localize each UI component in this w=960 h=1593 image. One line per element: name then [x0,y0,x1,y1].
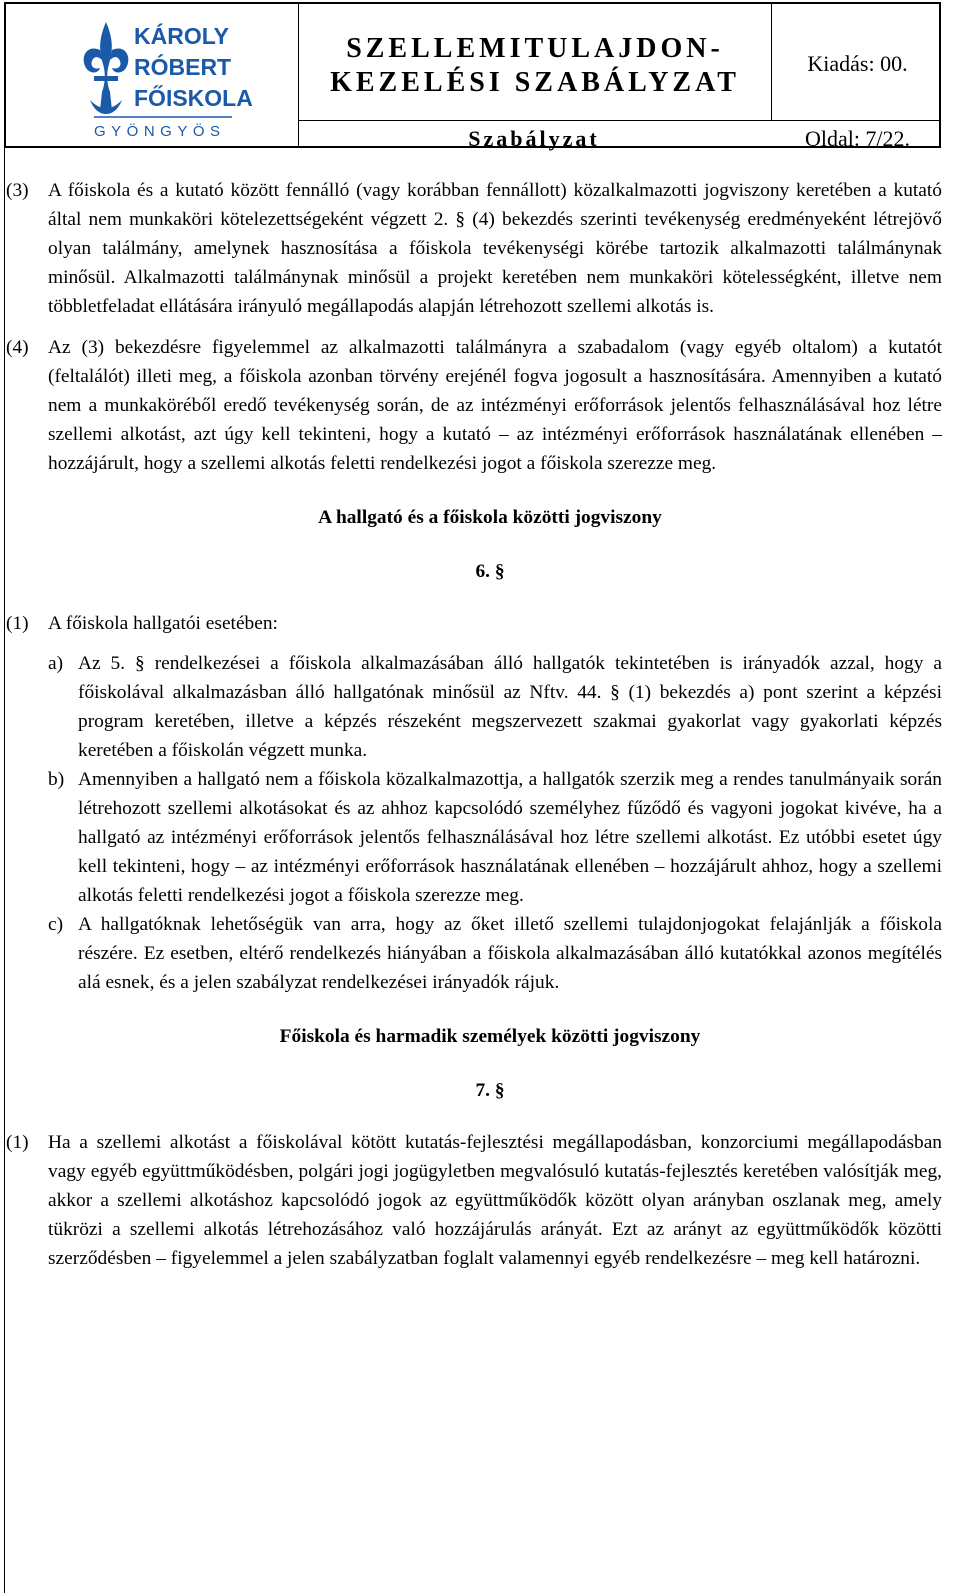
list-item [0,910,960,997]
document-type: Szabályzat [468,126,600,151]
paragraph [0,1128,960,1273]
document-title [304,32,766,100]
list-item [0,765,960,910]
paragraph-text: Ha a szellemi alkotást a főiskolával kötött kutatás-fejlesztési megállapodásban, konzorciumi megállapodásban vagy egyéb együttműködésben, polgári jogi jogügyletben megvalósuló kutatás-fejlesztés keretében valósítják meg, akkor a szellemi alkotáshoz kapcsolódó jogok az együttműködők között olyan arányban oszlanak meg, amely tükrözi a szellemi alkotás létrehozásához való hozzájárulás arányát. Ezt az arányt az együttműködők közötti szerződésben – figyelemmel a jelen szabályzatban foglalt valamennyi egyéb rendelkezésre – meg kell határozni. [48,1132,942,1269]
paragraph-number: (4) [6,337,29,358]
document-title-line2: KEZELÉSI SZABÁLYZAT [330,67,740,98]
list-item-letter: a) [48,653,64,674]
paragraph-number: (1) [6,613,29,634]
page-number: Oldal: 7/22. [804,126,911,151]
list-item-text: A hallgatóknak lehetőségük van arra, hogy az őket illető szellemi tulajdonjogokat felajánlják a főiskola részére. Ez esetben, eltérő rendelkezés hiányában a főiskola alkalmazásában álló kutatókkal azonos megítélés alá esnek, és a jelen szabályzat rendelkezései irányadók rájuk. [78,914,942,993]
list-item [0,649,960,765]
document-body [0,176,960,1273]
paragraph-text: A főiskola és a kutató között fennálló (vagy korábban fennállott) közalkalmazotti jogviszony keretében a kutató által nem munkaköri kötelezettségeként végzett 2. § (4) bekezdés szerinti tevékenység eredményeként létrejövő olyan találmány, amelynek hasznosítása a főiskola tevékenységi körébe tartozik alkalmazotti találmánynak minősül. Alkalmazotti találmánynak minősül a projekt keretében nem munkaköri kötelességként, illetve nem többletfeladat ellátására irányuló megállapodás alapján létrehozott szellemi alkotás is. [48,180,942,317]
paragraph [0,609,960,638]
paragraph-number: (3) [6,180,29,201]
document-header [4,2,941,151]
paragraph-text: A főiskola hallgatói esetében: [48,613,278,634]
list-item-text: Amennyiben a hallgató nem a főiskola közalkalmazottja, a hallgatók szerzik meg a rendes tanulmányaik során létrehozott szellemi alkotásokat és az ahhoz kapcsolódó személyhez fűződő és vagyoni jogokat kivéve, ha a hallgató az intézményi erőforrások jelentős felhasználásával hoz létre szellemi alkotást. Ez utóbbi esetet úgy kell tekinteni, hogy – az intézményi erőforrások használatának ellenében – hozzájárult ahhoz, hogy a szellemi alkotás feletti rendelkezési jogot a főiskola szerezze meg. [78,769,942,906]
list-item-text: Az 5. § rendelkezései a főiskola alkalmazásában álló hallgatók tekintetében is irányadók azzal, hogy a főiskolával alkalmazásban álló hallgatónak minősül az Nftv. 44. § (1) bekezdés a) pont szerint a képzési program keretében, illetve a képzés részeként megszervezett szakmai gyakorlat vagy gyakorlati képzés keretében a főiskolán végzett munka. [78,653,942,761]
section-number: 7. § [475,1080,505,1101]
edition-label: Kiadás: 00. [807,51,908,76]
document-title-line1: SZELLEMITULAJDON- [346,33,724,64]
paragraph-text: Az (3) bekezdésre figyelemmel az alkalmazotti találmányra a szabadalom (vagy egyéb oltalom) a kutatót (feltalálót) illeti meg, a főiskola azonban törvény erejénél fogva jogosult a hasznosítására. Amennyiben a kutató nem a munkaköréből eredő tevékenység során, de az intézményi erőforrások jelentős felhasználásával hoz létre szellemi alkotást, azt úgy kell tekinteni, hogy a kutató – az intézményi erőforrások használatának ellenében – hozzájárult, hogy a szellemi alkotás feletti rendelkezési jogot a főiskola szerezze meg. [48,337,942,474]
paragraph [0,176,960,321]
logo-text: KÁROLY [134,23,229,49]
list-item-letter: b) [48,769,65,790]
list-item-letter: c) [48,914,64,935]
logo-city: GYÖNGYÖS [94,123,226,140]
section-number: 6. § [475,561,505,582]
institution-logo [76,14,253,142]
logo-text: RÓBERT [134,54,232,80]
logo-text: FŐISKOLA [134,85,253,111]
section-heading: A hallgató és a főiskola közötti jogviszony [318,507,662,528]
paragraph-number: (1) [6,1132,29,1153]
header-divider [298,120,939,121]
header-divider [298,4,299,146]
paragraph [0,333,960,478]
section-heading: Főiskola és harmadik személyek közötti jogviszony [279,1026,701,1047]
